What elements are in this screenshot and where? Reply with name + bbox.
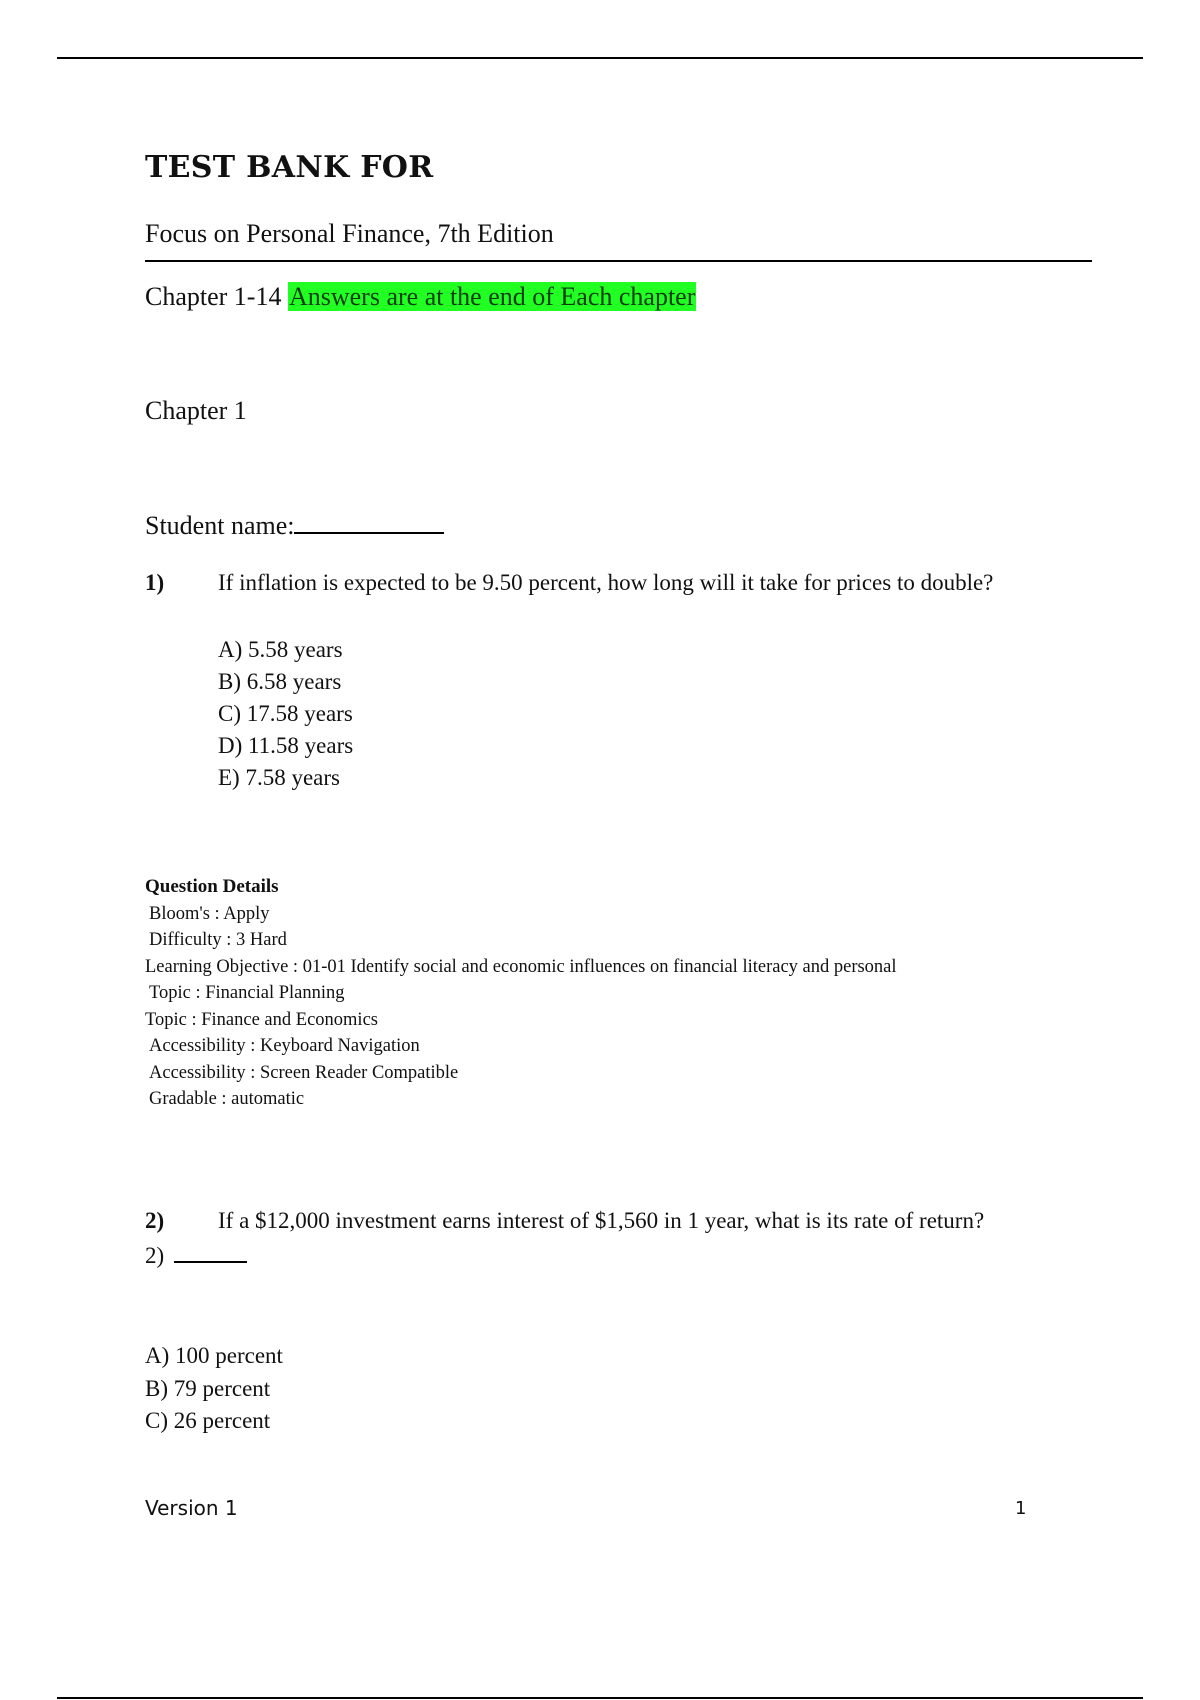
answer-choice: B) 6.58 years [218, 669, 342, 694]
answer-choices [218, 634, 353, 794]
book-subtitle: Focus on Personal Finance, 7th Edition [145, 219, 554, 248]
answer-choices [145, 1340, 283, 1438]
detail-line: Accessibility : Keyboard Navigation [149, 1036, 420, 1056]
answer-choice: D) 11.58 years [218, 733, 354, 758]
answer-choice: B) 79 percent [145, 1375, 271, 1401]
answer-choice: E) 7.58 years [218, 765, 340, 790]
answer-choice: C) 17.58 years [218, 701, 353, 726]
student-name-line [145, 511, 444, 541]
question-number: 2) [145, 1208, 165, 1233]
answer-blank [174, 1243, 247, 1263]
page-number: 1 [1015, 1498, 1027, 1519]
answer-choice: A) 5.58 years [218, 637, 343, 662]
detail-line: Learning Objective : 01-01 Identify social and economic influences on financial literacy and personal [145, 956, 897, 977]
detail-line: Topic : Finance and Economics [145, 1009, 378, 1030]
question-details-heading: Question Details [145, 876, 279, 897]
detail-line: Bloom's : Apply [149, 903, 270, 924]
chapter-heading: Chapter 1 [145, 396, 247, 425]
document-title: TEST BANK FOR [145, 150, 434, 185]
question-number: 1) [145, 570, 165, 595]
subtitle-underline [145, 260, 1092, 262]
answer-blank-line [145, 1243, 247, 1269]
detail-line: Accessibility : Screen Reader Compatible [149, 1062, 459, 1083]
answers-note-highlight: Answers are at the end of Each chapter [288, 282, 696, 311]
top-rule [57, 57, 1143, 59]
answer-choice: C) 26 percent [145, 1408, 271, 1433]
chapter-range-line [145, 282, 696, 312]
answer-choice: A) 100 percent [145, 1343, 283, 1368]
detail-line: Topic : Financial Planning [149, 983, 345, 1003]
bottom-rule [57, 1697, 1143, 1699]
detail-line: Gradable : automatic [149, 1089, 305, 1109]
detail-line: Difficulty : 3 Hard [149, 930, 287, 950]
question-text: If a $12,000 investment earns interest of $1,560 in 1 year, what is its rate of return? [218, 1208, 985, 1233]
answer-blank-label: 2) [145, 1243, 165, 1268]
student-name-label: Student name: [145, 511, 295, 540]
question-details [145, 874, 897, 1113]
footer-version: Version 1 [145, 1496, 238, 1520]
student-name-blank [294, 512, 444, 534]
chapter-range: Chapter 1-14 [145, 282, 282, 311]
question-text: If inflation is expected to be 9.50 percent, how long will it take for prices to double? [218, 570, 994, 595]
